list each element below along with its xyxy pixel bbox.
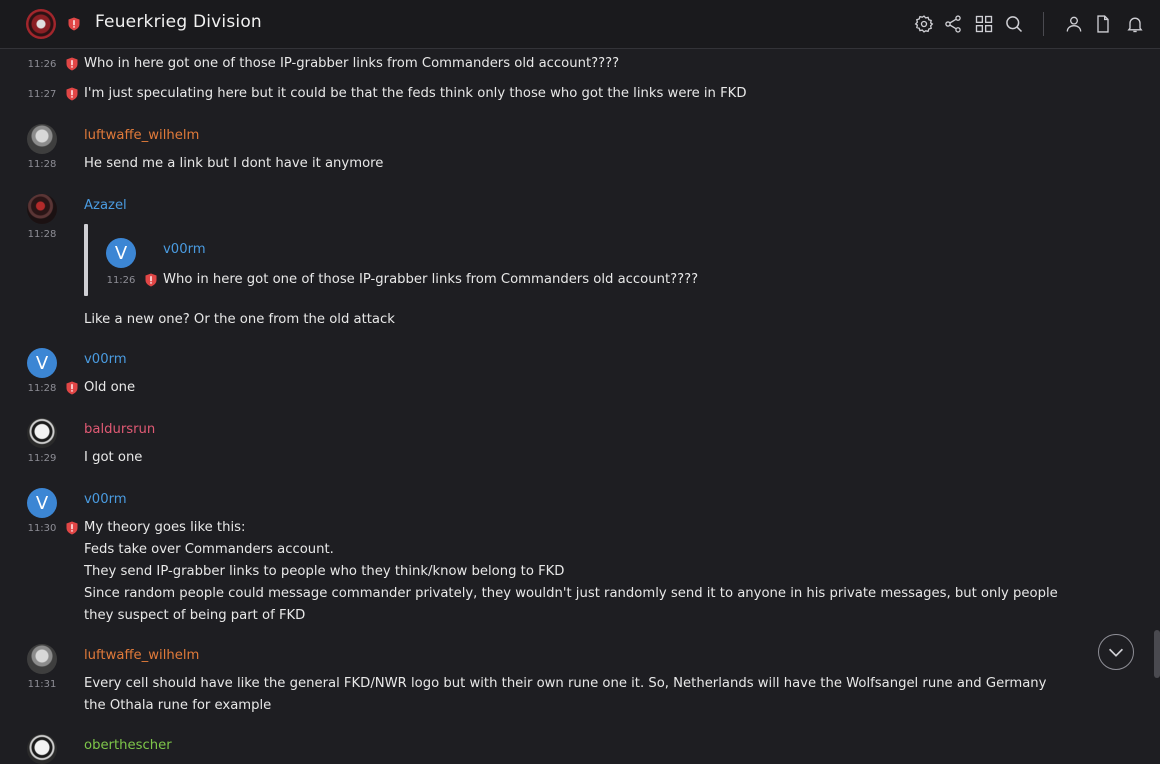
sender-name[interactable]: luftwaffe_wilhelm: [84, 128, 200, 143]
shield-icon: [66, 520, 78, 534]
jump-to-bottom-button[interactable]: [1098, 634, 1134, 670]
shield-icon: [145, 272, 157, 286]
sender-name[interactable]: luftwaffe_wilhelm: [84, 648, 200, 663]
avatar[interactable]: [27, 194, 57, 224]
avatar[interactable]: [27, 124, 57, 154]
room-avatar[interactable]: [26, 9, 56, 39]
timestamp: 11:28: [27, 159, 57, 170]
message-line: My theory goes like this:: [84, 520, 246, 535]
message-line: They send IP-grabber links to people who they think/know belong to FKD: [84, 564, 565, 579]
message-line: Since random people could message commander privately, they wouldn't just randomly send it to anyone in his private messages, but only people: [84, 586, 1058, 601]
shield-icon: [66, 86, 78, 100]
header-divider: [1043, 12, 1044, 36]
message-body: Old one: [84, 380, 136, 395]
timestamp: 11:30: [27, 523, 57, 534]
timestamp: 11:28: [27, 383, 57, 394]
message-timeline[interactable]: [0, 50, 1160, 753]
timestamp: 11:26: [27, 59, 57, 70]
sender-name[interactable]: v00rm: [84, 352, 127, 367]
timestamp: 11:31: [27, 679, 57, 690]
bell-icon[interactable]: [1124, 12, 1146, 36]
grid-icon[interactable]: [973, 12, 995, 36]
message-line: Every cell should have like the general FKD/NWR logo but with their own rune one it. So, Netherlands will have the Wolfsangel rune and Germany: [84, 676, 1047, 691]
message-line: Feds take over Commanders account.: [84, 542, 334, 557]
message-body: He send me a link but I dont have it anymore: [84, 156, 384, 171]
message-body: I got one: [84, 450, 143, 465]
sender-name[interactable]: oberthescher: [84, 738, 172, 753]
message-line: they suspect of being part of FKD: [84, 608, 306, 623]
shield-icon: [66, 56, 78, 70]
avatar[interactable]: V: [27, 348, 57, 378]
chevron-down-icon: [1105, 641, 1127, 663]
message-body: Who in here got one of those IP-grabber links from Commanders old account????: [84, 56, 620, 71]
sender-name[interactable]: v00rm: [84, 492, 127, 507]
avatar[interactable]: V: [27, 488, 57, 518]
message-line: the Othala rune for example: [84, 698, 272, 713]
avatar[interactable]: [27, 418, 57, 448]
room-title: Feuerkrieg Division: [95, 12, 262, 32]
settings-icon[interactable]: [913, 12, 935, 36]
timestamp: 11:28: [27, 229, 57, 240]
shield-icon: [68, 16, 80, 30]
avatar[interactable]: [27, 644, 57, 674]
sender-name[interactable]: Azazel: [84, 198, 127, 213]
message-body: Like a new one? Or the one from the old attack: [84, 312, 395, 327]
quote-bar: [84, 224, 88, 296]
timestamp: 11:29: [27, 453, 57, 464]
timestamp: 11:26: [106, 275, 136, 286]
shield-icon: [66, 380, 78, 394]
avatar[interactable]: V: [106, 238, 136, 268]
sender-name[interactable]: baldursrun: [84, 422, 156, 437]
message-body: I'm just speculating here but it could be that the feds think only those who got the links were in FKD: [84, 86, 747, 101]
user-icon[interactable]: [1063, 12, 1085, 36]
quoted-sender-name[interactable]: v00rm: [163, 242, 206, 257]
search-icon[interactable]: [1003, 12, 1025, 36]
scrollbar-thumb[interactable]: [1154, 630, 1160, 678]
quoted-message-body: Who in here got one of those IP-grabber links from Commanders old account????: [163, 272, 699, 287]
avatar[interactable]: [27, 734, 57, 764]
timestamp: 11:27: [27, 89, 57, 100]
file-icon[interactable]: [1092, 12, 1114, 36]
share-icon[interactable]: [942, 12, 964, 36]
room-header: [0, 0, 1160, 49]
